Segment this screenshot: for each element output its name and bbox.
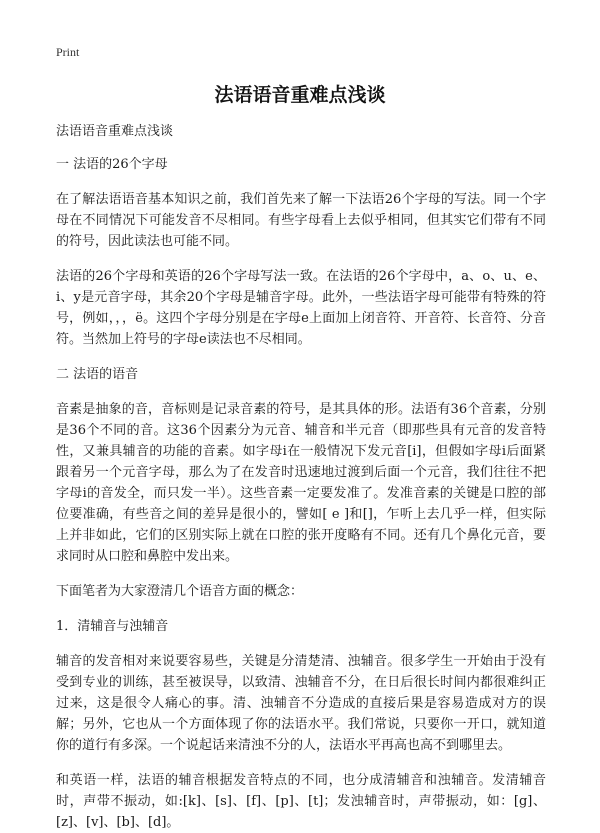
body-paragraph: 辅音的发音相对来说要容易些，关键是分清楚清、浊辅音。很多学生一开始由于没有受到专业的训练，甚至被误导，以致清、浊辅音不分，在日后很长时间内都很难纠正过来，这是很令人痛心的事。清、浊辅音不分造成的直接后果是容易造成对方的误解；另外，它也从一个方面体现了你的法语水平。我们常说，只要你一开口，就知道你的道行有多深。一个说起话来清浊不分的人，法语水平再高也高不到哪里去。: [56, 654, 546, 753]
section-heading-phonetics: 二 法语的语音: [56, 367, 139, 382]
document-body: [56, 121, 546, 833]
section-heading-alphabet: 一 法语的26个字母: [56, 157, 168, 172]
body-paragraph: 和英语一样，法语的辅音根据发音特点的不同，也分成清辅音和浊辅音。发清辅音时，声带不振动，如:[k]、[s]、[f]、[p]、[t]；发浊辅音时，声带振动，如：[g]、[z]、[v]、[b]、[d]。: [56, 773, 546, 830]
body-paragraph: 音素是抽象的音，音标则是记录音素的符号，是其具体的形。法语有36个音素，分别是36个不同的音。这36个因素分为元音、辅音和半元音（即那些具有元音的发音特性，又兼具辅音的功能的音素。如字母i在一般情况下发元音[i]，但假如字母i后面紧跟着另一个元音字母，那么为了在发音时迅速地过渡到后面一个元音，我们往往不把字母i的音发全，而只发一半）。这些音素一定要发准了。发准音素的关键是口腔的部位要准确，有些音之间的差异是很小的，譬如[ e ]和[]，乍听上去几乎一样，但实际上并非如此，它们的区别实际上就在口腔的张开度略有不同。还有几个鼻化元音，要求同时从口腔和鼻腔中发出来。: [56, 402, 546, 564]
body-paragraph: 下面笔者为大家澄清几个语音方面的概念：: [56, 584, 304, 599]
body-paragraph: 法语的26个字母和英语的26个字母写法一致。在法语的26个字母中，a、o、u、e、i、y是元音字母，其余20个字母是辅音字母。此外，一些法语字母可能带有特殊的符号，例如，，，ë。这四个字母分别是在字母e上面加上闭音符、开音符、长音符、分音符。当然加上符号的字母e读法也不尽相同。: [56, 269, 546, 347]
subtitle-paragraph: 法语语音重难点浅谈: [56, 124, 174, 139]
print-label: Print: [56, 45, 80, 59]
body-paragraph: 在了解法语语音基本知识之前，我们首先来了解一下法语26个字母的写法。同一个字母在不同情况下可能发音不尽相同。有些字母看上去似乎相同，但其实它们带有不同的符号，因此读法也可能不同。: [56, 192, 546, 249]
subsection-heading-consonants: 1．清辅音与浊辅音: [56, 619, 169, 634]
document-title: 法语语音重难点浅谈: [214, 84, 386, 106]
